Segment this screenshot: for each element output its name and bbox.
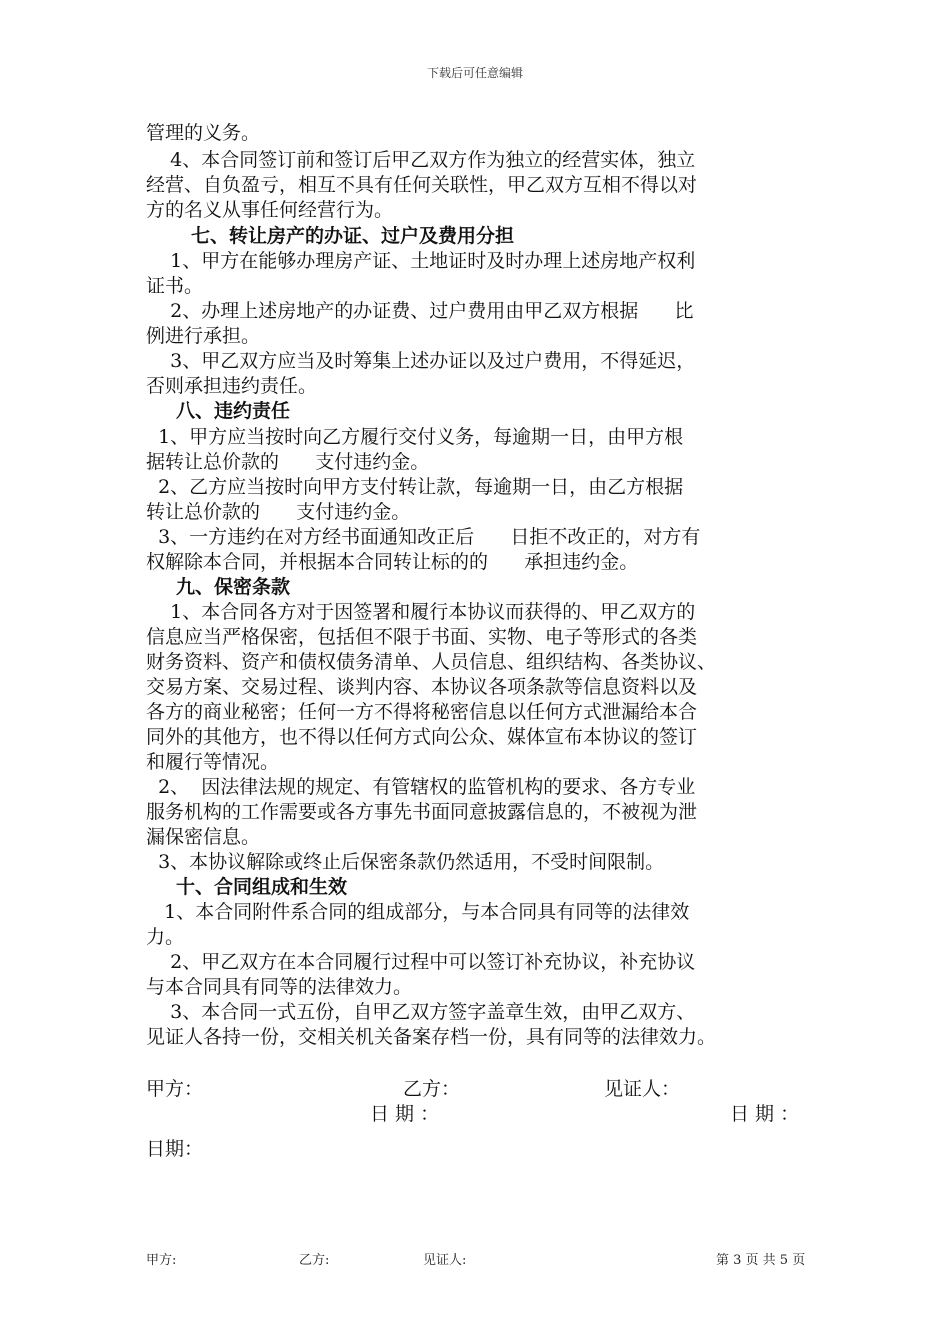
body-line: 2、办理上述房地产的办证费、过户费用由甲乙双方根据 比 [146,300,694,322]
body-line: 转让总价款的 支付违约金。 [146,501,411,523]
signature-party-b: 乙方： [403,1078,461,1100]
body-line: 漏保密信息。 [146,826,261,848]
page-header: 下载后可任意编辑 [426,66,523,80]
signature-date-3: 日期： [146,1138,204,1160]
body-line: 1、本合同各方对于因签署和履行本协议而获得的、甲乙双方的 [146,601,696,623]
body-line: 同外的其他方，也不得以任何方式向公众、媒体宣布本协议的签订 [146,726,698,748]
footer-witness: 见证人: [423,1253,467,1268]
body-line: 服务机构的工作需要或各方事先书面同意披露信息的，不被视为泄 [146,801,698,823]
body-line: 例进行承担。 [146,325,261,347]
body-line: 4、本合同签订前和签订后甲乙双方作为独立的经营实体，独立 [146,149,696,171]
page-number: 第 3 页 共 5 页 [716,1253,806,1268]
body-line: 方的名义从事任何经营行为。 [146,199,394,221]
body-line: 据转让总价款的 支付违约金。 [146,451,430,473]
body-line: 3、本合同一式五份，自甲乙双方签字盖章生效，由甲乙双方、 [146,1001,696,1023]
section-heading-10: 十、合同组成和生效 [176,876,348,898]
body-line: 1、甲方应当按时向乙方履行交付义务，每逾期一日，由甲方根 [146,426,684,448]
body-line: 力。 [146,926,185,948]
section-heading-9: 九、保密条款 [176,576,291,598]
body-line: 否则承担违约责任。 [146,375,318,397]
body-line: 与本合同具有同等的法律效力。 [146,976,413,998]
body-line: 2、甲乙双方在本合同履行过程中可以签订补充协议，补充协议 [146,951,696,973]
section-heading-7: 七、转让房产的办证、过户及费用分担 [191,225,515,247]
footer-party-b: 乙方: [299,1253,330,1268]
signature-party-a: 甲方： [146,1078,204,1100]
body-line: 1、甲方在能够办理房产证、土地证时及时办理上述房地产权利 [146,250,696,272]
body-line: 1、本合同附件系合同的组成部分，与本合同具有同等的法律效 [146,901,690,923]
body-line: 管理的义务。 [146,122,261,144]
signature-date-1: 日 期 ： [370,1103,440,1125]
footer-party-a: 甲方: [146,1253,177,1268]
body-line: 权解除本合同，并根据本合同转让标的的 承担违约金。 [146,551,639,573]
body-line: 2、 因法律法规的规定、有管辖权的监管机构的要求、各方专业 [146,776,696,798]
body-line: 和履行等情况。 [146,751,280,773]
body-line: 经营、自负盈亏，相互不具有任何关联性，甲乙双方互相不得以对 [146,174,698,196]
body-line: 2、乙方应当按时向甲方支付转让款，每逾期一日，由乙方根据 [146,476,684,498]
body-line: 交易方案、交易过程、谈判内容、本协议各项条款等信息资料以及 [146,676,698,698]
body-line: 3、甲乙双方应当及时筹集上述办证以及过户费用，不得延迟， [146,350,696,372]
body-line: 信息应当严格保密，包括但不限于书面、实物、电子等形式的各类 [146,626,698,648]
body-line: 财务资料、资产和债权债务清单、人员信息、组织结构、各类协议、 [146,651,717,673]
body-line: 各方的商业秘密；任何一方不得将秘密信息以任何方式泄漏给本合 [146,701,698,723]
signature-witness: 见证人： [604,1078,681,1100]
body-line: 见证人各持一份，交相关机关备案存档一份，具有同等的法律效力。 [146,1026,717,1048]
body-line: 证书。 [146,275,204,297]
body-line: 3、一方违约在对方经书面通知改正后 日拒不改正的，对方有 [146,526,701,548]
body-line: 3、本协议解除或终止后保密条款仍然适用，不受时间限制。 [146,851,665,873]
signature-date-2: 日 期 ： [730,1103,800,1125]
section-heading-8: 八、违约责任 [176,400,291,422]
